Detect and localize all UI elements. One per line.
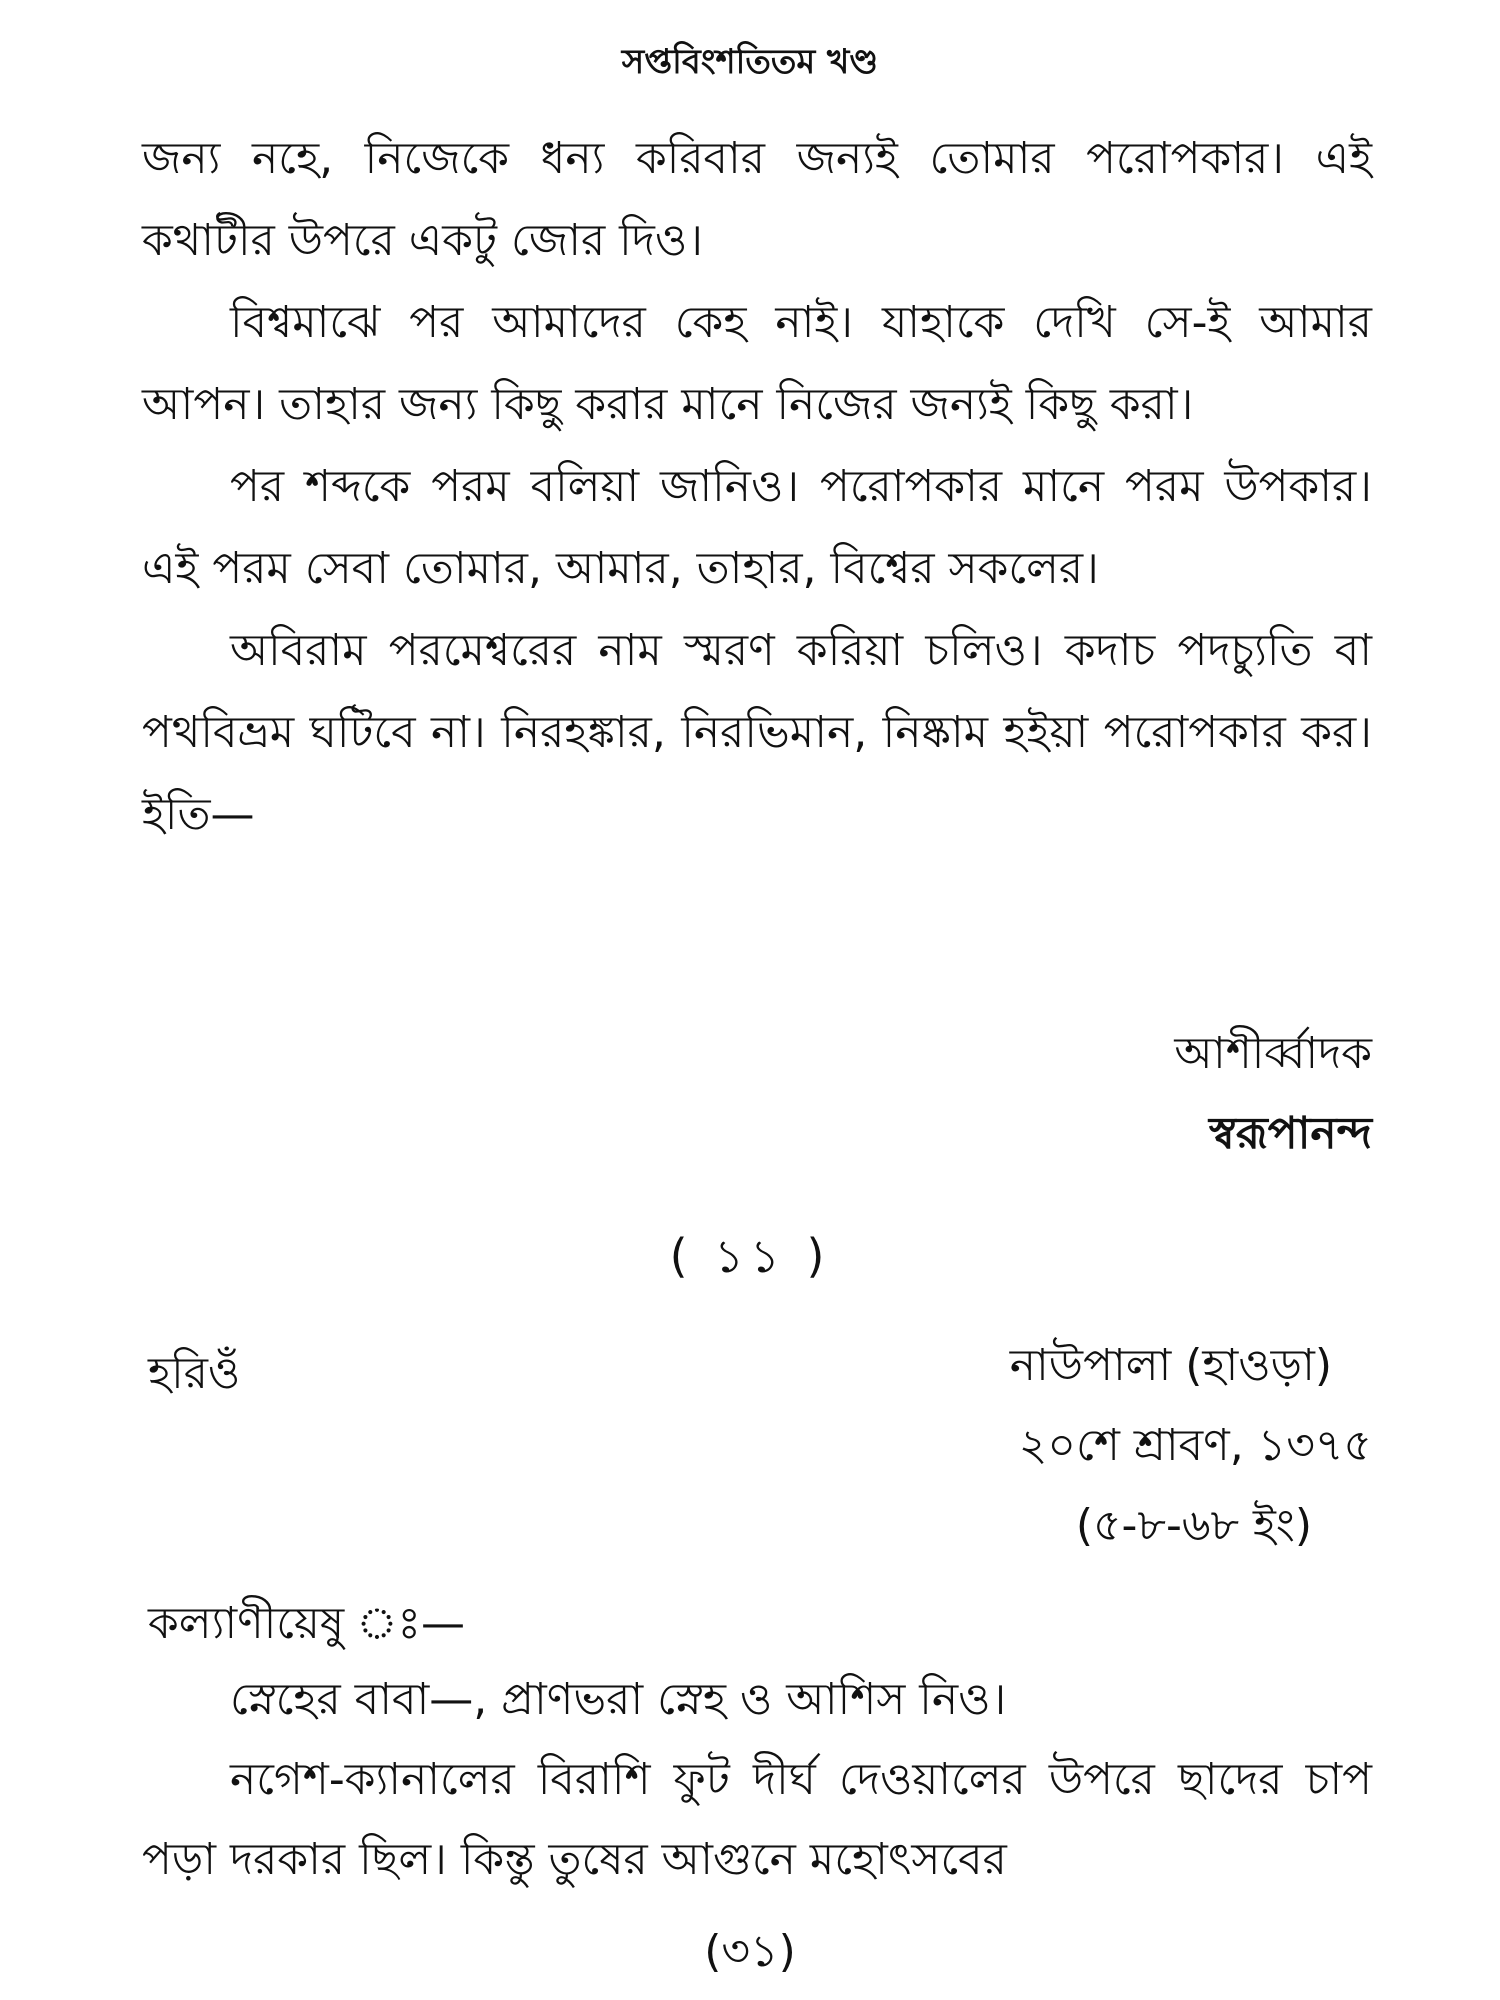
- letter-date-english: (৫-৮-৬৮ ইং): [1075, 1500, 1312, 1551]
- running-header: সপ্তবিংশতিতম খণ্ড: [621, 42, 879, 82]
- letter-number: ( ১১ ): [669, 1229, 831, 1283]
- paragraph: পর শব্দকে পরম বলিয়া জানিও। পরোপকার মানে পরম উপকার। এই পরম সেবা তোমার, আমার, তাহার, বিশ্বের সকলের।: [142, 461, 1372, 594]
- paragraph: স্নেহের বাবা—, প্রাণভরা স্নেহ ও আশিস নিও।: [230, 1674, 1007, 1725]
- letter-address: কল্যাণীয়েষু ঃ—: [148, 1598, 465, 1649]
- letter-10-body: [142, 118, 1372, 856]
- signature: স্বরূপানন্দ: [1208, 1108, 1372, 1159]
- invocation: হরিওঁ: [148, 1348, 241, 1399]
- page-number: (৩১): [704, 1926, 796, 1977]
- paragraph: অবিরাম পরমেশ্বরের নাম স্মরণ করিয়া চলিও। কদাচ পদচ্যুতি বা পথবিভ্রম ঘটিবে না। নিরহঙ্কার, নিরভিমান, নিষ্কাম হইয়া পরোপকার কর। ইতি—: [142, 625, 1372, 840]
- closing-blessing: আশীর্ব্বাদক: [1174, 1028, 1372, 1079]
- paragraph: বিশ্বমাঝে পর আমাদের কেহ নাই। যাহাকে দেখি সে-ই আমার আপন। তাহার জন্য কিছু করার মানে নিজের জন্যই কিছু করা।: [142, 297, 1372, 430]
- paragraph: নগেশ-ক্যানালের বিরাশি ফুট দীর্ঘ দেওয়ালের উপরে ছাদের চাপ পড়া দরকার ছিল। কিন্তু তুষের আগুনে মহোৎসবের: [142, 1754, 1372, 1885]
- paragraph: জন্য নহে, নিজেকে ধন্য করিবার জন্যই তোমার পরোপকার। এই কথাটীর উপরে একটু জোর দিও।: [142, 133, 1372, 266]
- letter-date-bengali: ২০শে শ্রাবণ, ১৩৭৫: [1018, 1420, 1372, 1471]
- letter-11-body: [142, 1660, 1372, 1900]
- letter-place: নাউপালা (হাওড়া): [1009, 1340, 1332, 1391]
